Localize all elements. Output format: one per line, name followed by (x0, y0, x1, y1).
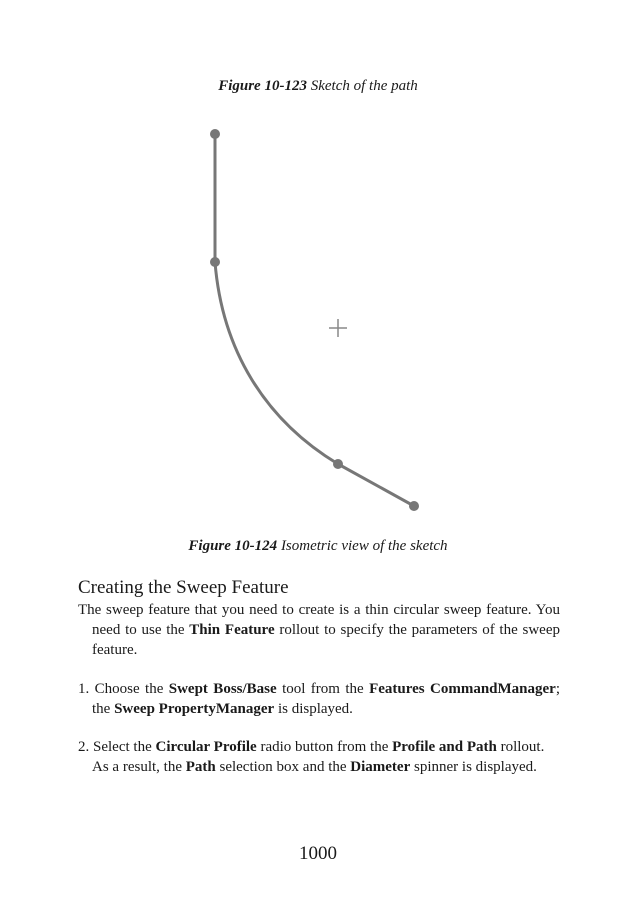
bold-term: Path (185, 759, 216, 775)
sketch-point (210, 129, 220, 139)
figure-title: Sketch of the path (310, 78, 418, 94)
step-1 (78, 679, 560, 719)
figure-10-124-caption (0, 538, 636, 555)
text: tool from the (276, 681, 370, 697)
text: ; the (92, 681, 560, 717)
origin-mark (329, 319, 347, 337)
bold-term: Diameter (350, 759, 411, 775)
bold-term: Profile and Path (392, 739, 497, 755)
intro-paragraph (78, 600, 560, 660)
text: is displayed. (274, 701, 353, 717)
text: selection box and the (215, 759, 351, 775)
bold-term: Thin Feature (189, 622, 275, 638)
bold-term: Features CommandManager (369, 681, 556, 697)
figure-title: Isometric view of the sketch (280, 538, 448, 554)
page-number: 1000 (299, 843, 337, 864)
text: rollout to specify the parameters of the sweep feature. (92, 622, 560, 658)
sketch-point (333, 459, 343, 469)
step-2 (78, 737, 560, 777)
bold-term: Circular Profile (155, 739, 257, 755)
text: rollout. As a result, the (92, 739, 545, 775)
text: radio button from the (256, 739, 393, 755)
figure-label: Figure 10-123 (218, 78, 307, 94)
text: The sweep feature that you need to create is a thin circular sweep feature. You need to use the (78, 602, 560, 638)
bold-term: Swept Boss/Base (168, 681, 277, 697)
section-heading: Creating the Sweep Feature (78, 577, 289, 598)
text: spinner is displayed. (410, 759, 537, 775)
text: 1. Choose the (78, 681, 169, 697)
sketch-point (409, 501, 419, 511)
arc-segment (215, 262, 338, 464)
text: 2. Select the (78, 739, 156, 755)
sketch-point (210, 257, 220, 267)
bold-term: Sweep PropertyManager (114, 701, 275, 717)
figure-label: Figure 10-124 (188, 538, 278, 554)
end-line-segment (338, 464, 414, 506)
